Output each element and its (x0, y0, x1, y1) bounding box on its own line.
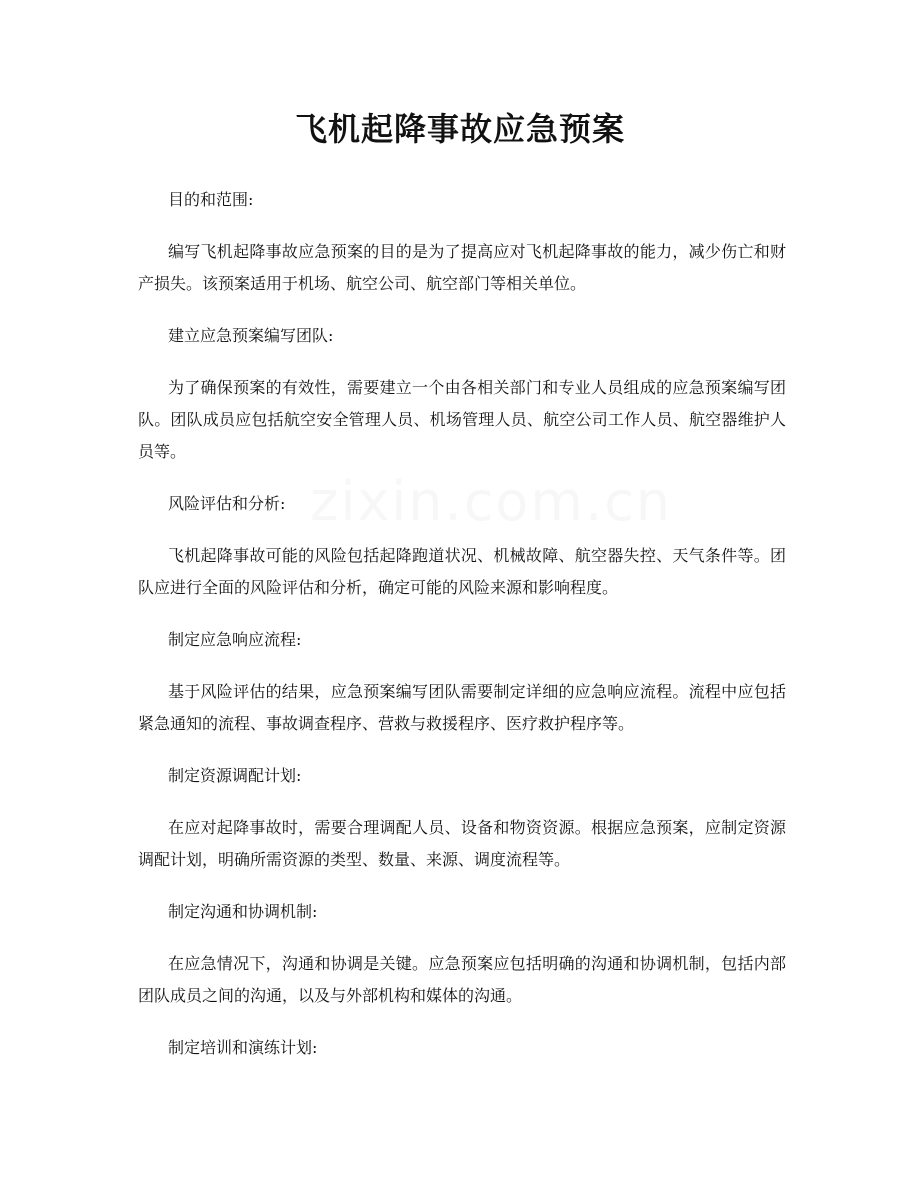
section-heading-resources: 制定资源调配计划: (168, 766, 302, 785)
section-heading-response: 制定应急响应流程: (168, 630, 302, 649)
section-body-response: 基于风险评估的结果，应急预案编写团队需要制定详细的应急响应流程。流程中应包括紧急通知的流程、事故调查程序、营救与救援程序、医疗救护程序等。 (138, 682, 786, 733)
section-heading-team: 建立应急预案编写团队: (168, 326, 334, 345)
section-body-risk: 飞机起降事故可能的风险包括起降跑道状况、机械故障、航空器失控、天气条件等。团队应进行全面的风险评估和分析，确定可能的风险来源和影响程度。 (138, 546, 786, 597)
section-heading-risk: 风险评估和分析: (168, 494, 286, 513)
section-body-communication: 在应急情况下，沟通和协调是关键。应急预案应包括明确的沟通和协调机制，包括内部团队成员之间的沟通，以及与外部机构和媒体的沟通。 (138, 954, 786, 1005)
section-body-team: 为了确保预案的有效性，需要建立一个由各相关部门和专业人员组成的应急预案编写团队。团队成员应包括航空安全管理人员、机场管理人员、航空公司工作人员、航空器维护人员等。 (138, 378, 786, 461)
section-heading-purpose: 目的和范围: (168, 190, 254, 209)
section-heading-training: 制定培训和演练计划: (168, 1038, 318, 1057)
section-body-purpose: 编写飞机起降事故应急预案的目的是为了提高应对飞机起降事故的能力，减少伤亡和财产损失。该预案适用于机场、航空公司、航空部门等相关单位。 (138, 242, 786, 293)
document-body (138, 184, 786, 1064)
section-body-resources: 在应对起降事故时，需要合理调配人员、设备和物资资源。根据应急预案，应制定资源调配计划，明确所需资源的类型、数量、来源、调度流程等。 (138, 818, 786, 869)
page-title: 飞机起降事故应急预案 (294, 110, 625, 148)
section-heading-communication: 制定沟通和协调机制: (168, 902, 318, 921)
watermark: zixin.com.cn (310, 470, 673, 533)
